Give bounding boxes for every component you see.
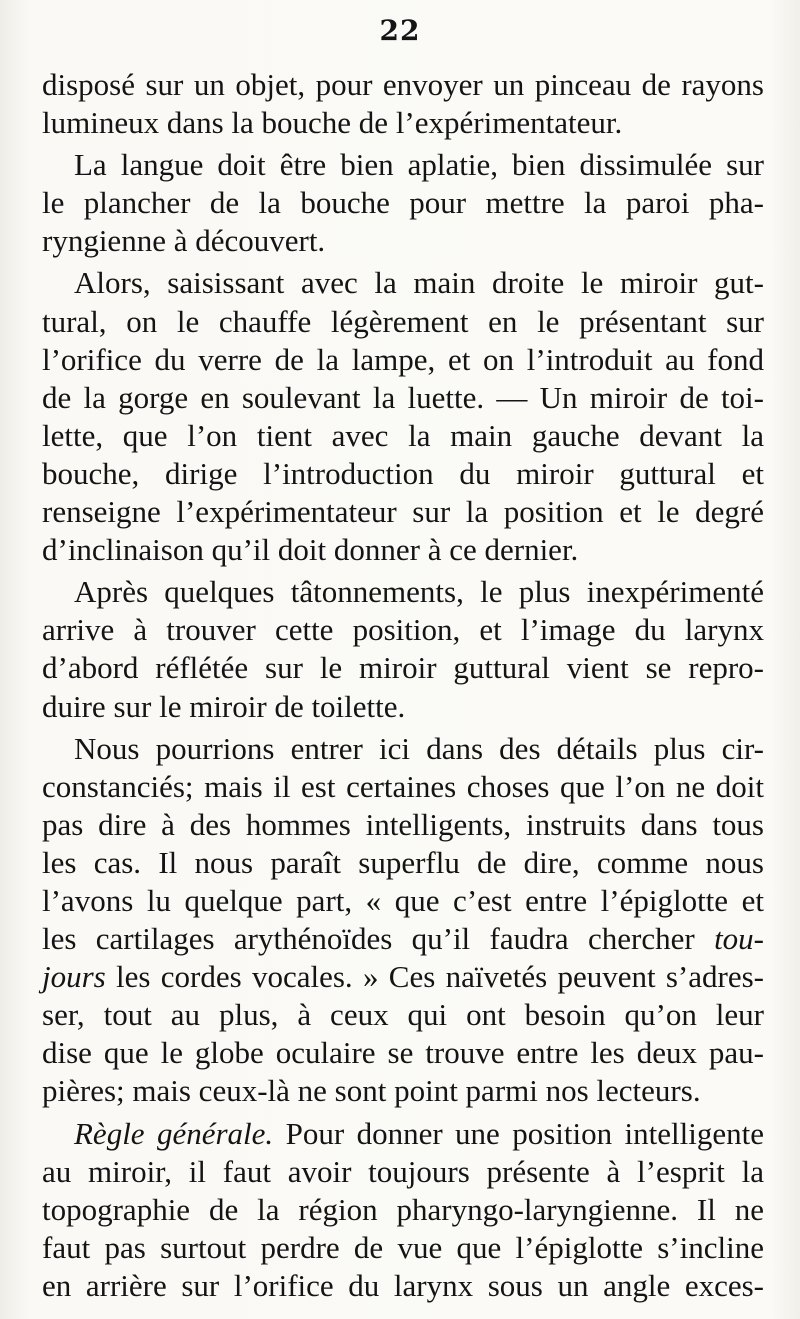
text-line: Après quelques tâtonnements, le plus inexpérimenté <box>74 574 764 610</box>
text-line: le plancher de la bouche pour mettre la paroi pha- <box>42 185 764 221</box>
text-fragment: Pour donner une position intelligente <box>273 1115 764 1151</box>
text-line-with-italic <box>42 920 764 958</box>
text-line: Nous pourrions entrer ici dans des détails plus cir- <box>74 730 764 766</box>
text-line-with-italic <box>42 1115 764 1153</box>
text-line: ryngienne à découvert. <box>42 223 326 259</box>
text-line: bouche, dirige l’introduction du miroir guttural et <box>42 455 764 491</box>
text-fragment: les cartilages arythénoïdes qu’il faudra chercher <box>42 921 695 957</box>
text-line: faut pas surtout perdre de vue que l’épiglotte s’incline <box>42 1229 764 1265</box>
text-line: La langue doit être bien aplatie, bien dissimulée sur <box>74 147 764 183</box>
text-line: les cas. Il nous paraît superflu de dire, comme nous <box>42 844 764 880</box>
body-text <box>42 66 764 1305</box>
text-line: lette, que l’on tient avec la main gauche devant la <box>42 417 764 453</box>
text-line: au miroir, il faut avoir toujours présente à l’esprit la <box>42 1153 764 1189</box>
text-line: constanciés; mais il est certaines choses que l’on ne doit <box>42 768 764 804</box>
text-line: pières; mais ceux-là ne sont point parmi nos lecteurs. <box>42 1073 701 1109</box>
text-line: d’inclinaison qu’il doit donner à ce dernier. <box>42 532 579 568</box>
text-line: duire sur le miroir de toilette. <box>42 688 406 724</box>
page-number: 22 <box>379 14 421 47</box>
text-line: pas dire à des hommes intelligents, instruits dans tous <box>42 806 764 842</box>
text-line: disposé sur un objet, pour envoyer un pinceau de rayons <box>42 67 764 102</box>
text-line: de la gorge en soulevant la luette. — Un miroir de toi- <box>42 379 764 415</box>
text-line: dise que le globe oculaire se trouve entre les deux pau- <box>42 1035 764 1071</box>
italic-fragment: jours <box>42 959 106 995</box>
text-line: topographie de la région pharyngo-laryngienne. Il ne <box>42 1191 764 1227</box>
italic-lead: Règle générale. <box>74 1115 274 1151</box>
text-line: renseigne l’expérimentateur sur la position et le degré <box>42 494 764 530</box>
text-line: en arrière sur l’orifice du larynx sous un angle exces- <box>42 1267 764 1303</box>
text-line: d’abord réflétée sur le miroir guttural vient se repro- <box>42 650 764 686</box>
text-line: Alors, saisissant avec la main droite le miroir gut- <box>74 265 764 301</box>
text-line: l’avons lu quelque part, « que c’est entre l’épiglotte et <box>42 882 764 918</box>
text-line: lumineux dans la bouche de l’expérimentateur. <box>42 105 623 141</box>
text-line: arrive à trouver cette position, et l’image du larynx <box>42 612 764 648</box>
text-line: tural, on le chauffe légèrement en le présentant sur <box>42 303 764 339</box>
italic-fragment: tou- <box>714 921 764 957</box>
text-line-with-italic <box>42 958 764 996</box>
text-line: ser, tout au plus, à ceux qui ont besoin qu’on leur <box>42 997 764 1033</box>
text-fragment: les cordes vocales. » Ces naïvetés peuvent s’adres- <box>105 959 764 995</box>
text-line: l’orifice du verre de la lampe, et on l’introduit au fond <box>42 341 764 377</box>
